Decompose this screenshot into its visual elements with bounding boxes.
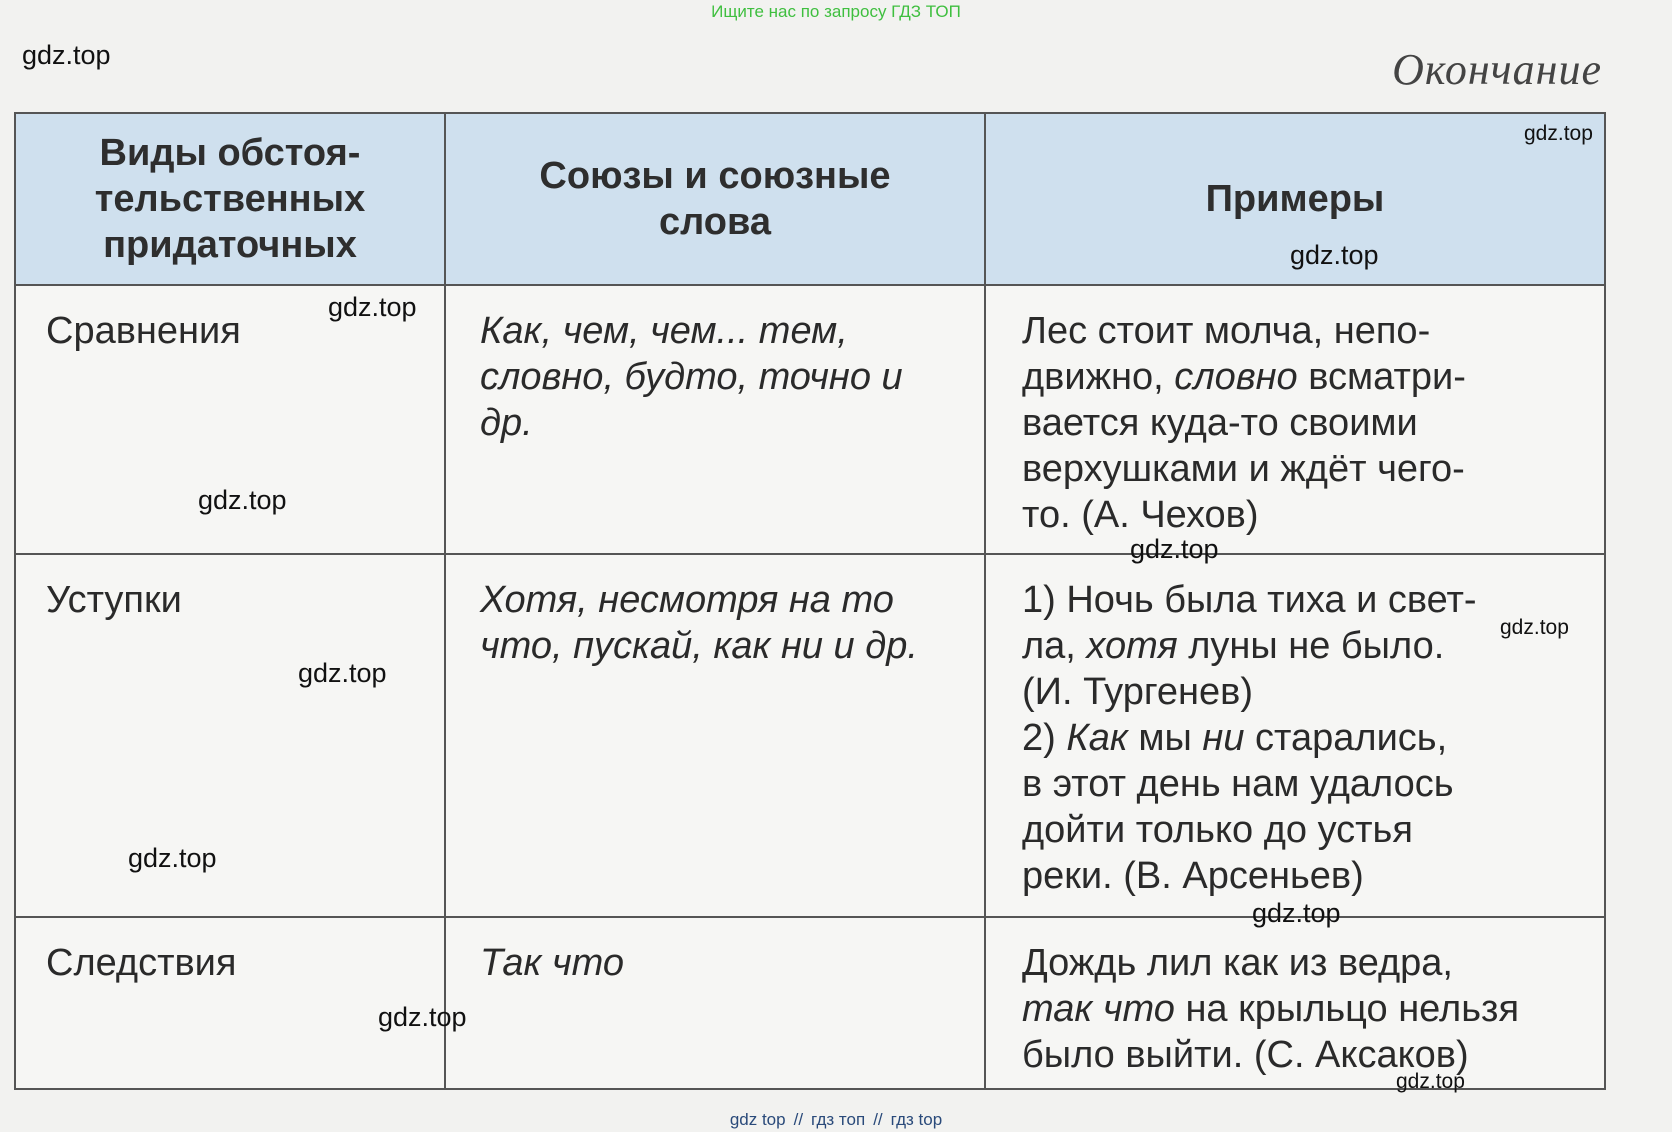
watermark: gdz.top: [1290, 240, 1379, 270]
example-line: было выйти. (С. Аксаков): [1022, 1034, 1469, 1076]
header-kinds-line: Виды обстоя-: [99, 132, 361, 174]
row-kind-consequence: Следствия: [16, 918, 446, 1088]
header-conj-line: Союзы и союзные: [539, 155, 891, 197]
header-kinds-line: тельственных: [94, 178, 366, 220]
header-conj-line: слова: [659, 201, 771, 243]
example-line: реки. (В. Арсеньев): [1022, 855, 1364, 897]
watermark: gdz.top: [1524, 122, 1593, 145]
row-example-consequence: [986, 918, 1604, 1088]
example-line: вается куда-то своими: [1022, 402, 1418, 444]
example-line: ла, хотя луны не было.: [1022, 625, 1445, 667]
example-line: верхушками и ждёт чего-: [1022, 448, 1465, 490]
example-line: Дождь лил как из ведра,: [1022, 942, 1453, 984]
example-line: движно, словно всматри-: [1022, 356, 1466, 398]
example-line: Лес стоит молча, непо-: [1022, 310, 1431, 352]
example-line: 2) Как мы ни старались,: [1022, 717, 1448, 759]
watermark: gdz.top: [198, 485, 287, 515]
example-line: то. (А. Чехов): [1022, 494, 1259, 536]
watermark: gdz.top: [1252, 898, 1341, 928]
watermark: gdz.top: [298, 658, 387, 688]
watermark: gdz.top: [128, 843, 217, 873]
watermark: gdz.top: [378, 1002, 467, 1032]
bottom-link[interactable]: гдз top: [890, 1110, 943, 1129]
example-line: 1) Ночь была тиха и свет-: [1022, 579, 1477, 621]
page-heading: Окончание: [1392, 45, 1602, 94]
top-banner: Ищите нас по запросу ГДЗ ТОП: [711, 2, 961, 21]
header-kinds-line: придаточных: [103, 224, 357, 266]
row-kind-concession: Уступки: [16, 555, 446, 918]
row-kind-comparison: Сравнения: [16, 286, 446, 555]
header-examples-label: Примеры: [1205, 178, 1385, 220]
separator: //: [793, 1110, 804, 1129]
watermark: gdz.top: [22, 40, 111, 70]
example-line: в этот день нам удалось: [1022, 763, 1454, 805]
example-line: (И. Тургенев): [1022, 671, 1253, 713]
row-example-concession: [986, 555, 1604, 918]
watermark: gdz.top: [1500, 616, 1569, 639]
row-conj-consequence: Так что: [446, 918, 986, 1088]
bottom-link[interactable]: гдз топ: [811, 1110, 866, 1129]
header-kinds: [16, 114, 446, 286]
separator: //: [873, 1110, 883, 1129]
row-conj-comparison: Как, чем, чем... тем, словно, будто, точно и др.: [446, 286, 986, 555]
bottom-link[interactable]: gdz top: [729, 1110, 786, 1129]
row-example-comparison: [986, 286, 1604, 555]
watermark: gdz.top: [1130, 534, 1219, 564]
header-conjunctions: [446, 114, 986, 286]
watermark: gdz.top: [1396, 1070, 1465, 1093]
example-line: так что на крыльцо нельзя: [1022, 988, 1520, 1030]
bottom-banner: [0, 1110, 1672, 1130]
row-conj-concession: Хотя, несмотря на то что, пускай, как ни и др.: [446, 555, 986, 918]
example-line: дойти только до устья: [1022, 809, 1413, 851]
watermark: gdz.top: [328, 292, 417, 322]
